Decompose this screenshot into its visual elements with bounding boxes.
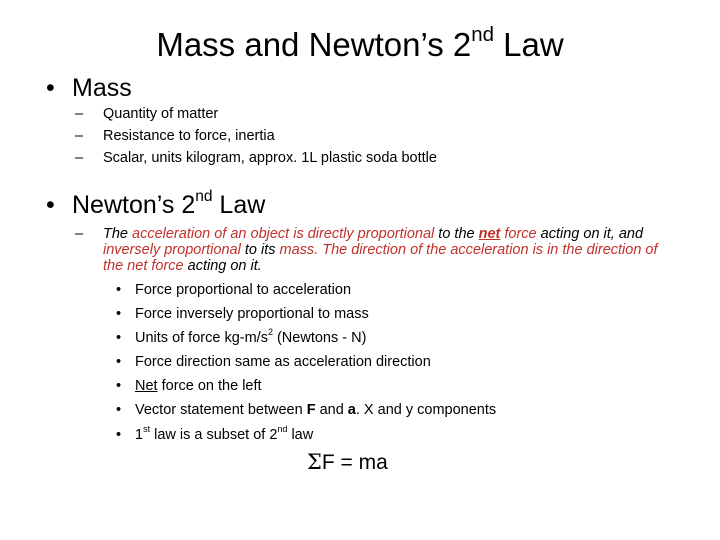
bullet: • <box>46 191 55 219</box>
newton-statement: The acceleration of an object is directly proportional to the net force acting on it, and inversely proportional to its mass. The direction of the acceleration is in the direction of the net force acting on it. <box>103 226 658 274</box>
bullet: • <box>46 74 55 102</box>
slide-title: Mass and Newton’s 2nd Law <box>156 22 564 63</box>
sigma-symbol: Σ <box>307 450 322 474</box>
equation: ΣF = ma <box>307 450 388 474</box>
